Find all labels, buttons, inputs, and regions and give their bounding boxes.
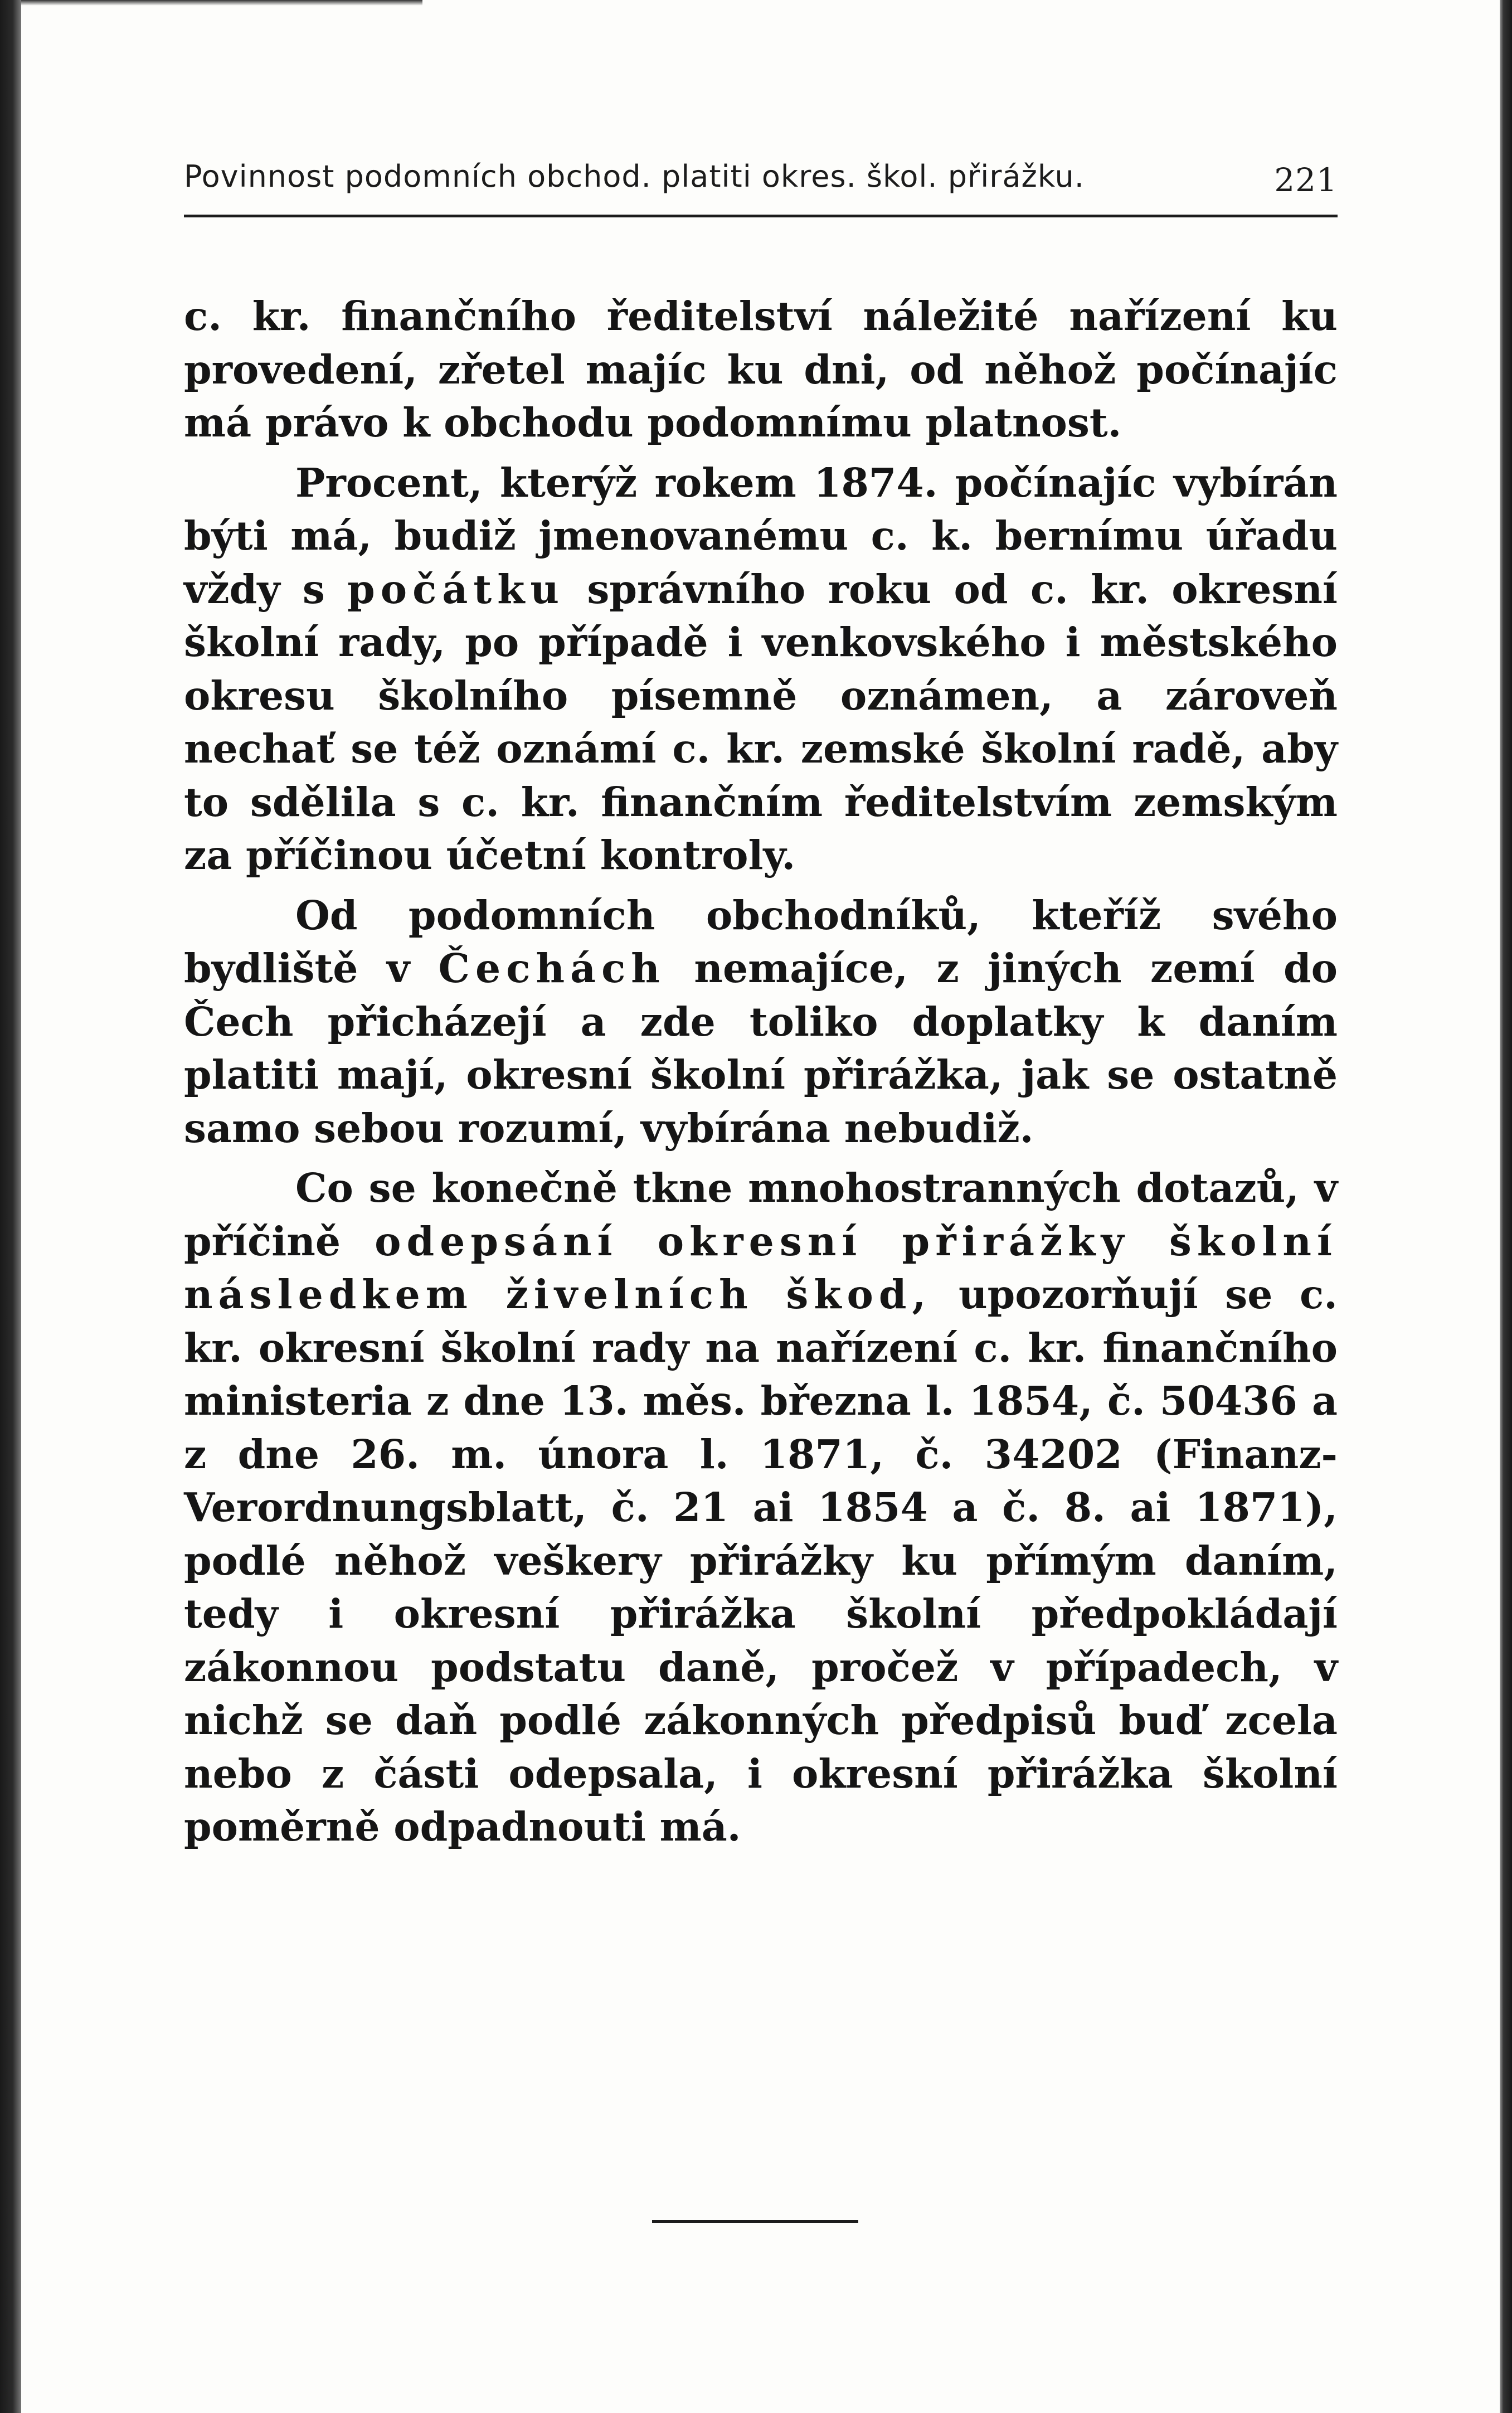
body-text: [184, 290, 1338, 1854]
header-rule: [184, 215, 1338, 217]
running-head: [184, 159, 1338, 203]
paragraph-2-emphasis: počátku: [347, 565, 565, 613]
paragraph-2-part-b: správního roku od c. kr. okresní školní rady, po případě i venkovského i městského okresu školního písemně oznámen, a zároveň nechať se též oznámí c. kr. zemské školní radě, aby to sdělila s c. kr. finančním ředitelstvím zemským za příčinou účetní kontroly.: [184, 565, 1338, 878]
scan-edge-top: [21, 0, 422, 6]
scan-edge-left: [0, 0, 21, 2413]
paragraph-1: c. kr. finančního ředitelství náležité nařízení ku provedení, zřetel majíc ku dni, od něhož počínajíc má právo k obchodu podomnímu platnost.: [184, 293, 1338, 446]
paragraph-2-part-a: Procent, kterýž rokem 1874. počínajíc vybírán býti má, budiž jmenovanému c. k. bernímu úřadu vždy s: [184, 459, 1338, 613]
paragraph-3: [184, 889, 1338, 1155]
paragraph-4-part-a: Co se konečně tkne mnohostranných dotazů, v příčině: [184, 1164, 1338, 1265]
closing-rule: [652, 2220, 858, 2223]
paragraph-3-part-b: nemajíce, z jiných zemí do Čech přicházejí a zde toliko doplatky k daním platiti mají, okresní školní přirážka, jak se ostatně samo sebou rozumí, vybírána nebudiž.: [184, 945, 1338, 1152]
paragraph-2: [184, 457, 1338, 882]
paragraph-3-emphasis: Čechách: [438, 945, 665, 992]
page-number: 221: [1274, 161, 1338, 199]
scan-edge-right: [1500, 0, 1512, 2413]
paragraph-4: [184, 1162, 1338, 1854]
paragraph-3-part-a: Od podomních obchodníků, kteříž svého bydliště v: [184, 891, 1338, 992]
paragraph-4-part-b: upozorňují se c. kr. okresní školní rady na nařízení c. kr. finančního ministeria z dne 13. měs. března l. 1854, č. 50436 a z dne 26. m. února l. 1871, č. 34202 (Finanz-Verordnungsblatt, č. 21 ai 1854 a č. 8. ai 1871), podlé něhož veškery přirážky ku přímým daním, tedy i okresní přirážka školní předpokládají zákonnou podstatu daně, pročež v případech, v nichž se daň podlé zákonných předpisů buď zcela nebo z části odepsala, i okresní přirážka školní poměrně odpadnouti má.: [184, 1271, 1338, 1850]
paragraph-4-emphasis: odepsání okresní přirážky školní následkem živelních škod,: [184, 1217, 1338, 1318]
running-title: Povinnost podomních obchod. platiti okres. škol. přirážku.: [184, 159, 1085, 194]
